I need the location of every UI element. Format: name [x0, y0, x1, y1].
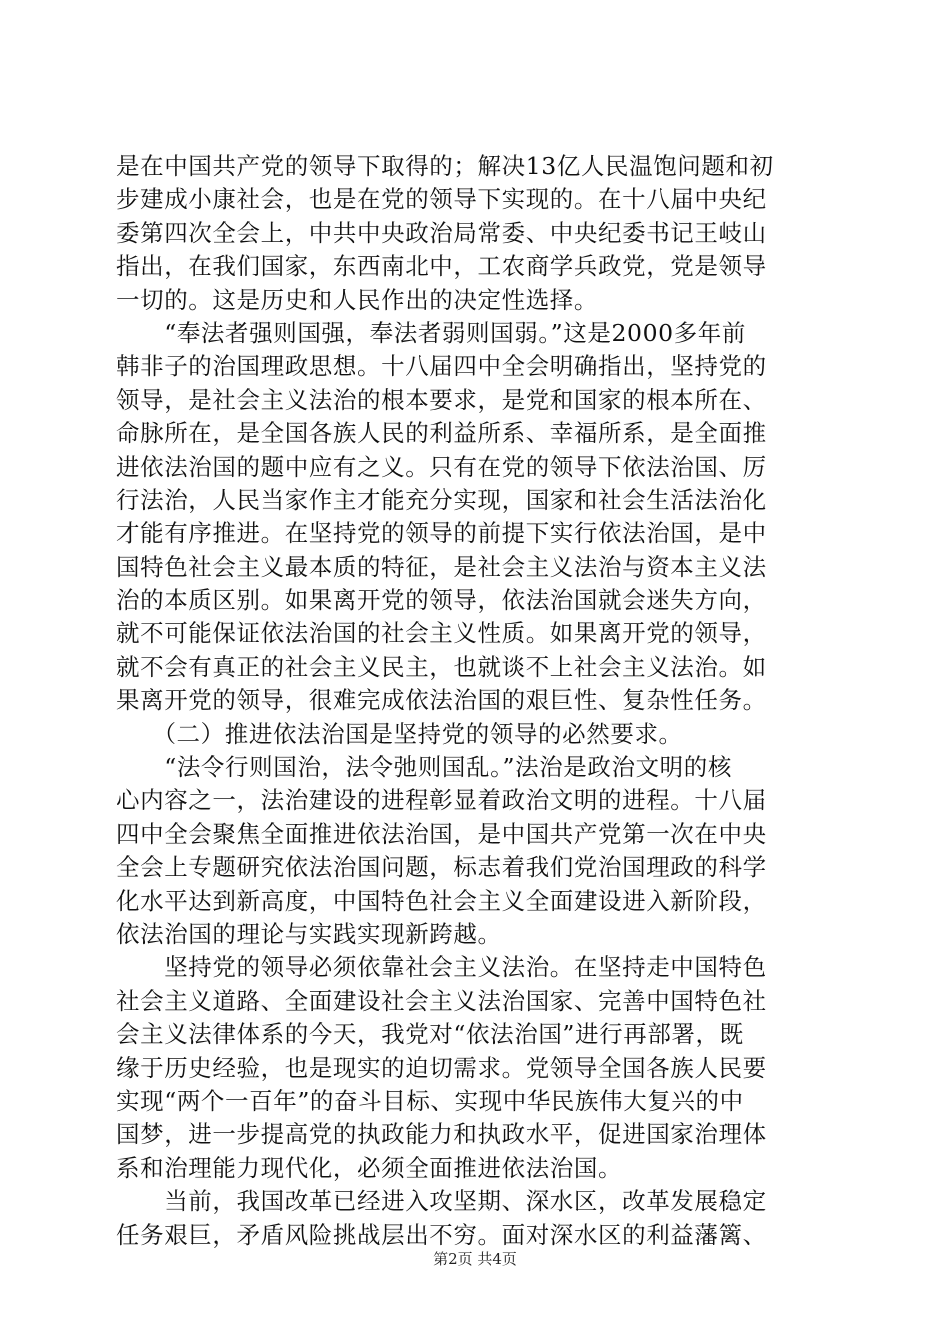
- text-line: 进依法治国的题中应有之义。只有在党的领导下依法治国、厉: [116, 452, 767, 481]
- text-line: 社会主义道路、全面建设社会主义法治国家、完善中国特色社: [116, 986, 767, 1015]
- text-line: 任务艰巨，矛盾风险挑战层出不穷。面对深水区的利益藩篱、: [116, 1220, 767, 1249]
- text-line: 系和治理能力现代化，必须全面推进依法治国。: [116, 1153, 623, 1182]
- text-line: “法令行则国治，法令弛则国乱。”法治是政治文明的核: [116, 753, 732, 782]
- text-line: 缘于历史经验，也是现实的迫切需求。党领导全国各族人民要: [116, 1053, 767, 1082]
- text-line: 一切的。这是历史和人民作出的决定性选择。: [116, 285, 598, 314]
- text-line: 就不可能保证依法治国的社会主义性质。如果离开党的领导，: [116, 619, 767, 648]
- document-body: [116, 150, 836, 1252]
- text-line: 命脉所在，是全国各族人民的利益所系、幸福所系，是全面推: [116, 419, 767, 448]
- text-line: 步建成小康社会，也是在党的领导下实现的。在十八届中央纪: [116, 185, 767, 214]
- text-line: 领导，是社会主义法治的根本要求，是党和国家的根本所在、: [116, 385, 767, 414]
- text-line: 四中全会聚焦全面推进依法治国，是中国共产党第一次在中央: [116, 819, 767, 848]
- text-line: 当前，我国改革已经进入攻坚期、深水区，改革发展稳定: [116, 1187, 767, 1216]
- text-line: 坚持党的领导必须依靠社会主义法治。在坚持走中国特色: [116, 953, 767, 982]
- text-line: 治的本质区别。如果离开党的领导，依法治国就会迷失方向，: [116, 586, 767, 615]
- text-line: 才能有序推进。在坚持党的领导的前提下实行依法治国，是中: [116, 519, 767, 548]
- text-line: 是在中国共产党的领导下取得的；解决13亿人民温饱问题和初: [116, 152, 774, 180]
- text-line: 果离开党的领导，很难完成依法治国的艰巨性、复杂性任务。: [116, 686, 767, 715]
- text-line: 依法治国的理论与实践实现新跨越。: [116, 919, 502, 948]
- text-line: 心内容之一，法治建设的进程彰显着政治文明的进程。十八届: [116, 786, 767, 815]
- text-line: 委第四次全会上，中共中央政治局常委、中央纪委书记王岐山: [116, 218, 767, 247]
- text-line: 行法治，人民当家作主才能充分实现，国家和社会生活法治化: [116, 485, 767, 514]
- text-line: 实现“两个一百年”的奋斗目标、实现中华民族伟大复兴的中: [116, 1086, 744, 1115]
- section-heading: （二）推进依法治国是坚持党的领导的必然要求。: [116, 719, 683, 748]
- text-line: 全会上专题研究依法治国问题，标志着我们党治国理政的科学: [116, 853, 767, 882]
- text-line: 化水平达到新高度，中国特色社会主义全面建设进入新阶段，: [116, 886, 767, 915]
- text-line: 韩非子的治国理政思想。十八届四中全会明确指出，坚持党的: [116, 352, 767, 381]
- page-number-footer: 第2页 共4页: [433, 1250, 517, 1268]
- text-line: 指出，在我们国家，东西南北中，工农商学兵政党，党是领导: [116, 252, 767, 281]
- text-line: 国特色社会主义最本质的特征，是社会主义法治与资本主义法: [116, 552, 767, 581]
- text-line: 就不会有真正的社会主义民主，也就谈不上社会主义法治。如: [116, 652, 767, 681]
- text-line: 国梦，进一步提高党的执政能力和执政水平，促进国家治理体: [116, 1120, 767, 1149]
- text-line: “奉法者强则国强，奉法者弱则国弱。”这是2000多年前: [116, 318, 746, 347]
- text-line: 会主义法律体系的今天，我党对“依法治国”进行再部署，既: [116, 1020, 744, 1049]
